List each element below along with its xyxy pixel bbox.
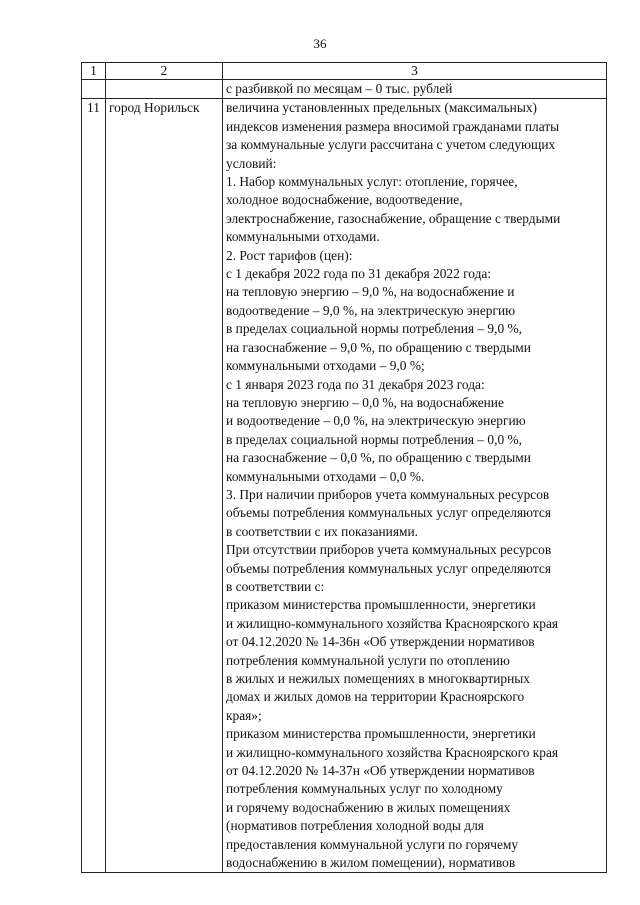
description-line: (нормативов потребления холодной воды для: [226, 818, 484, 834]
description-line: в пределах социальной нормы потребления – 0,0 %,: [226, 431, 523, 447]
description-line: от 04.12.2020 № 14-36н «Об утверждении нормативов: [226, 634, 535, 650]
description-line: 1. Набор коммунальных услуг: отопление, горячее,: [226, 174, 518, 190]
description-line: и жилищно-коммунального хозяйства Красноярского края: [226, 615, 559, 631]
table-header-row: [82, 63, 607, 80]
description-line: объемы потребления коммунальных услуг определяются: [226, 505, 551, 521]
description-line: объемы потребления коммунальных услуг определяются: [226, 560, 551, 576]
description-line: предоставления коммунальной услуги по горячему: [226, 836, 519, 852]
description-line: домах и жилых домов на территории Красноярского: [226, 689, 525, 705]
document-table: [81, 62, 607, 873]
continuation-text: с разбивкой по месяцам – 0 тыс. рублей: [223, 80, 607, 99]
description-line: с 1 декабря 2022 года по 31 декабря 2022 года:: [226, 266, 492, 282]
row-locality: город Норильск: [106, 99, 223, 873]
description-line: коммунальными отходами – 9,0 %;: [226, 358, 425, 374]
header-col-2: 2: [106, 63, 223, 80]
description-line: приказом министерства промышленности, энергетики: [226, 597, 536, 613]
description-line: водоснабжению в жилом помещении), нормативов: [226, 855, 516, 871]
description-line: приказом министерства промышленности, энергетики: [226, 726, 536, 742]
description-line: от 04.12.2020 № 14-37н «Об утверждении нормативов: [226, 763, 535, 779]
description-line: на газоснабжение – 0,0 %, по обращению с твердыми: [226, 450, 531, 466]
description-line: потребления коммунальной услуги по отоплению: [226, 652, 510, 668]
description-line: в пределах социальной нормы потребления – 9,0 %,: [226, 321, 523, 337]
description-line: коммунальными отходами – 0,0 %.: [226, 468, 425, 484]
description-line: на газоснабжение – 9,0 %, по обращению с твердыми: [226, 339, 531, 355]
continuation-locality-cell: [106, 80, 223, 99]
description-line: на тепловую энергию – 9,0 %, на водоснабжение и: [226, 284, 515, 300]
description-line: и водоотведение – 0,0 %, на электрическую энергию: [226, 413, 526, 429]
description-line: в жилых и нежилых помещениях в многоквартирных: [226, 671, 530, 686]
description-line: потребления коммунальных услуг по холодному: [226, 781, 503, 797]
row-description: [223, 99, 607, 873]
description-line: на тепловую энергию – 0,0 %, на водоснабжение: [226, 394, 504, 410]
description-line: 2. Рост тарифов (цен):: [226, 247, 353, 263]
description-line: и горячему водоснабжению в жилых помещениях: [226, 799, 511, 815]
description-line: за коммунальные услуги рассчитана с учетом следующих: [226, 137, 556, 153]
description-line: величина установленных предельных (максимальных): [226, 100, 537, 116]
description-line: индексов изменения размера вносимой гражданами платы: [226, 118, 560, 134]
description-line: условий:: [226, 155, 277, 171]
description-line: и жилищно-коммунального хозяйства Красноярского края: [226, 744, 559, 760]
header-col-3: 3: [223, 63, 607, 80]
description-line: края»;: [226, 707, 262, 723]
description-line: в соответствии с:: [226, 578, 325, 594]
table-row: [82, 99, 607, 873]
row-number: 11: [82, 99, 106, 873]
description-line: При отсутствии приборов учета коммунальных ресурсов: [226, 542, 552, 558]
header-col-1: 1: [82, 63, 106, 80]
description-line: с 1 января 2023 года по 31 декабря 2023 года:: [226, 376, 485, 392]
description-line: коммунальными отходами.: [226, 229, 380, 245]
continuation-number-cell: [82, 80, 106, 99]
continuation-row: [82, 80, 607, 99]
description-line: холодное водоснабжение, водоотведение,: [226, 192, 463, 208]
description-line: электроснабжение, газоснабжение, обращение с твердыми: [226, 210, 561, 226]
description-line: водоотведение – 9,0 %, на электрическую энергию: [226, 302, 516, 318]
description-line: 3. При наличии приборов учета коммунальных ресурсов: [226, 486, 550, 502]
row-description-lines: [226, 99, 603, 872]
page-number: 36: [313, 36, 327, 51]
description-line: в соответствии с их показаниями.: [226, 523, 418, 539]
